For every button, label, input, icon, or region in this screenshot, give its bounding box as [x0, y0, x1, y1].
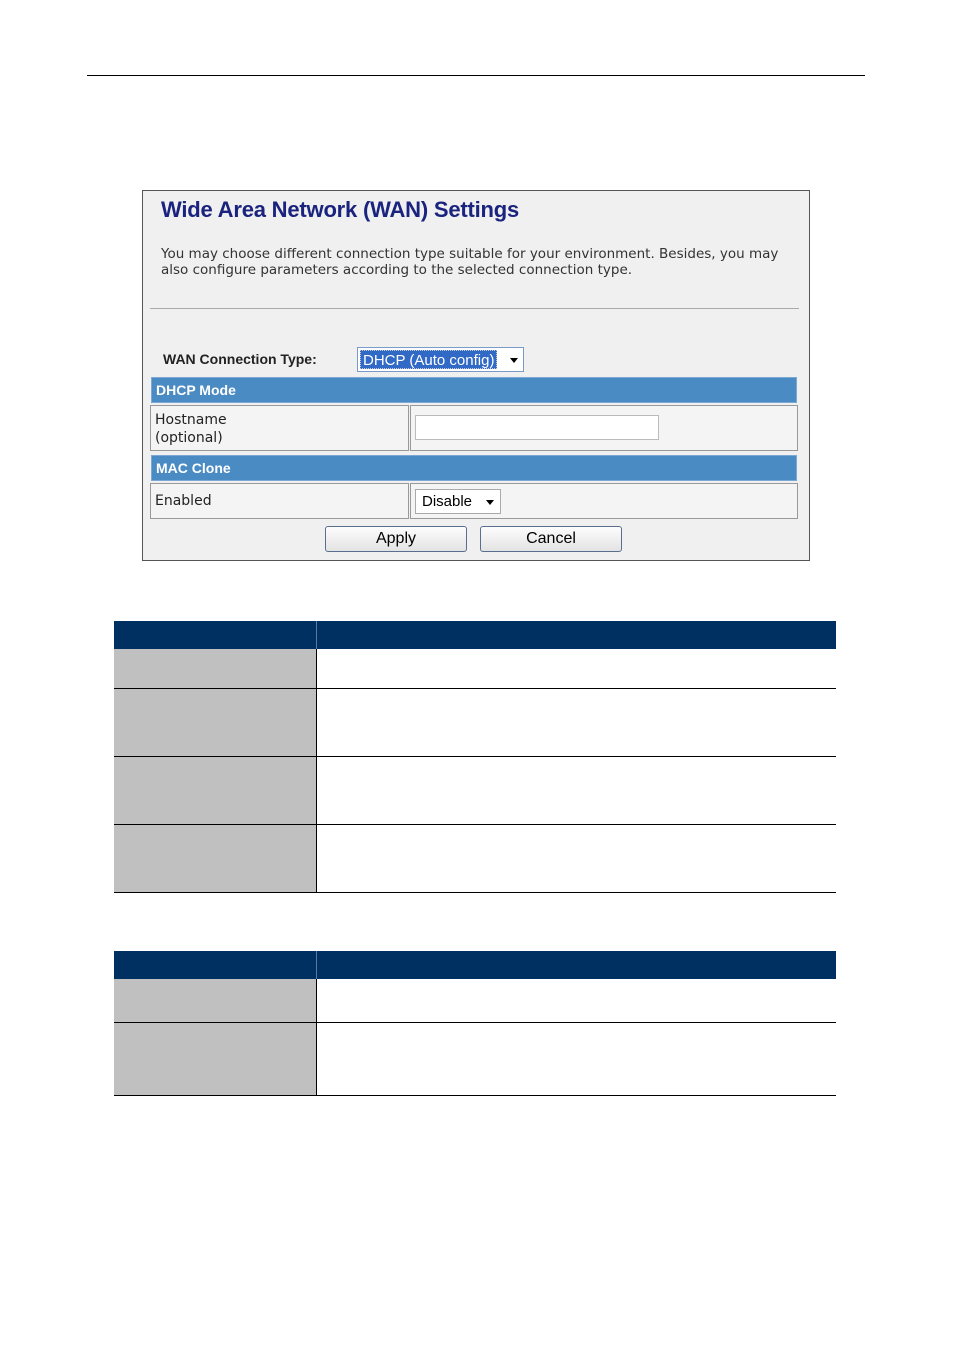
- enabled-label: Enabled: [155, 493, 212, 509]
- table-row: [114, 1023, 836, 1096]
- dhcp-mode-section-header: [151, 377, 797, 403]
- hostname-label: Hostname (optional): [155, 412, 227, 446]
- parameter-table-dhcp: [114, 621, 836, 892]
- chevron-down-icon: [510, 358, 518, 363]
- hostname-value-cell: [410, 405, 798, 451]
- table-header: [114, 951, 836, 979]
- table-row: [114, 757, 836, 825]
- enabled-value-cell: [410, 483, 798, 519]
- wan-connection-type-select[interactable]: [357, 347, 524, 372]
- apply-button[interactable]: Apply: [325, 526, 467, 552]
- parameter-table-mac-clone: [114, 951, 836, 1096]
- page-description: You may choose different connection type suitable for your environment. Besides, you may also configure parameters according to the selected connection type.: [161, 246, 779, 278]
- wan-connection-type-label: WAN Connection Type:: [163, 351, 317, 367]
- header-rule: [87, 75, 865, 76]
- section-title: MAC Clone: [156, 460, 231, 476]
- wan-connection-type-value: DHCP (Auto config): [360, 350, 497, 369]
- hostname-label-cell: [150, 405, 409, 451]
- table-row: [114, 689, 836, 757]
- chevron-down-icon: [486, 500, 494, 505]
- enabled-label-cell: [150, 483, 409, 519]
- page-title: Wide Area Network (WAN) Settings: [161, 197, 520, 222]
- cancel-button[interactable]: Cancel: [480, 526, 622, 552]
- mac-clone-enabled-value: Disable: [422, 493, 473, 510]
- table-header: [114, 621, 836, 649]
- table-row: [114, 979, 836, 1023]
- divider: [150, 308, 799, 309]
- mac-clone-section-header: [151, 455, 797, 481]
- table-row: [114, 825, 836, 893]
- mac-clone-enabled-select[interactable]: [415, 489, 501, 514]
- hostname-input[interactable]: [415, 415, 659, 440]
- section-title: DHCP Mode: [156, 382, 236, 398]
- wan-settings-panel: [142, 190, 810, 561]
- table-row: [114, 649, 836, 689]
